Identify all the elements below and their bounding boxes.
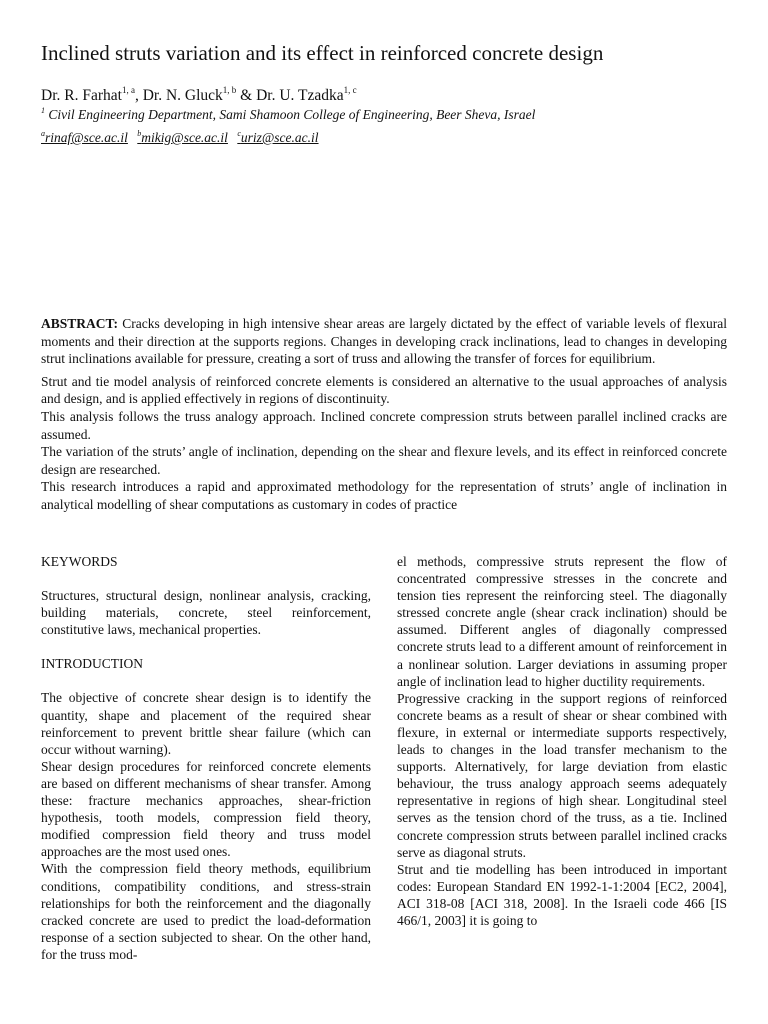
email-link[interactable]: [137, 130, 228, 145]
email-address: uriz@sce.ac.il: [240, 130, 319, 145]
email-mark: c: [237, 129, 241, 138]
email-address: rinaf@sce.ac.il: [45, 130, 128, 145]
email-link[interactable]: [41, 130, 128, 145]
abstract-lead-text: Cracks developing in high intensive shear areas are largely dictated by the effect of variable levels of flexural moments and their direction at the supports regions. Changes in developing crack inclinations, lead to changes in developing strut inclinations available for pressure, creating a sort of truss and allowing the transfer of forces for equilibrium.: [41, 316, 728, 367]
author-name: Dr. N. Gluck: [142, 87, 223, 104]
affiliation: [41, 106, 741, 124]
left-column: [41, 553, 371, 963]
author-separator: &: [236, 87, 257, 104]
author-name: Dr. R. Farhat: [41, 87, 122, 104]
affiliation-text: Civil Engineering Department, Sami Shamoon College of Engineering, Beer Sheva, Israel: [48, 107, 536, 122]
abstract-paragraph: This research introduces a rapid and approximated methodology for the representation of struts’ angle of inclination in analytical modelling of shear computations as customary in codes of practice: [41, 479, 727, 512]
body-paragraph: Progressive cracking in the support regions of reinforced concrete beams as a result of shear or shear combined with flexure, in external or intermediate supports respectively, leads to changes in the load transfer mechanism to the supports. Alternatively, for large deviation from elastic behaviour, the truss analogy approach seems adequately representative in regions of high shear. Longitudinal steel serves as the tension chord of the truss, as a tie. Inclined concrete compression struts between parallel inclined cracks serve as diagonal struts.: [397, 690, 727, 860]
right-column: [397, 553, 727, 929]
abstract-label: ABSTRACT:: [41, 316, 119, 331]
keywords-heading: KEYWORDS: [41, 554, 118, 569]
keywords-text: Structures, structural design, nonlinear analysis, cracking, building materials, concrete, steel reinforcement, constitutive laws, mechanical properties.: [41, 588, 371, 638]
author-affiliation-mark: 1, b: [222, 85, 237, 95]
email-mark: a: [41, 129, 45, 138]
author-name: Dr. U. Tzadka: [256, 87, 344, 104]
body-paragraph: Strut and tie modelling has been introduced in important codes: European Standard EN 1992-1-1:2004 [EC2, 2004], ACI 318-08 [ACI 318, 2008]. In the Israeli code 466 [IS 466/1, 2003] it is going to: [397, 861, 727, 928]
introduction-heading: INTRODUCTION: [41, 656, 143, 672]
introduction-paragraph: With the compression field theory methods, equilibrium conditions, compatibility conditions, and stress-strain relationships for both the reinforcement and the diagonally cracked concrete are used to predict the load-deformation response of a section subjected to shear. On the other hand, for the truss mod-: [41, 861, 371, 962]
abstract-paragraph: Strut and tie model analysis of reinforced concrete elements is considered an alternative to the usual approaches of analysis and design, and is applied effectively in regions of discontinuity.: [41, 373, 727, 407]
introduction-paragraph: Shear design procedures for reinforced concrete elements are based on different mechanisms of shear transfer. Among these: fracture mechanics approaches, shear-friction hypothesis, tooth models, compression field theory, modified compression field theory and truss model approaches are the most used ones.: [41, 758, 371, 860]
abstract-lead-paragraph: [41, 315, 727, 368]
body-paragraph: el methods, compressive struts represent the flow of concentrated compressive stresses in the concrete and tension ties represent the reinforcing steel. The diagonally stressed concrete angle (shear crack inclination) should be assumed. Different angles of diagonally compressed concrete struts lead to a different amount of reinforcement in a nonlinear solution. Larger deviations in assuming proper angle of inclination lead to higher ductility requirements.: [397, 554, 727, 689]
affiliation-mark: 1: [41, 106, 45, 115]
author-separator: ,: [134, 87, 143, 104]
email-mark: b: [137, 129, 142, 138]
email-link[interactable]: [237, 130, 318, 145]
abstract-paragraph: This analysis follows the truss analogy approach. Inclined concrete compression struts between parallel inclined cracks are assumed.: [41, 408, 727, 442]
abstract: [41, 315, 727, 514]
author-affiliation-mark: 1, c: [343, 85, 357, 95]
abstract-paragraph: The variation of the struts’ angle of inclination, depending on the shear and flexure levels, and its effect in reinforced concrete design are researched.: [41, 444, 727, 477]
author-emails: [41, 129, 741, 147]
introduction-paragraph: The objective of concrete shear design is to identify the quantity, shape and placement of the required shear reinforcement to prevent brittle shear failure (which can occur without warning).: [41, 690, 371, 757]
paper-title: Inclined struts variation and its effect in reinforced concrete design: [41, 41, 604, 65]
email-address: mikig@sce.ac.il: [141, 130, 228, 145]
author-affiliation-mark: 1, a: [121, 85, 135, 95]
author-line: [41, 86, 741, 106]
